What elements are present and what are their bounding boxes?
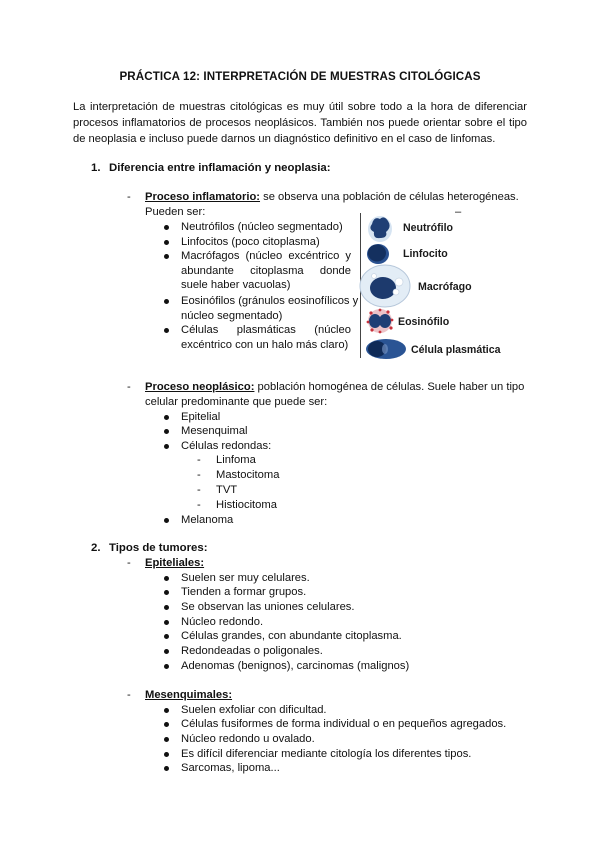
neoplasico-block: - Proceso neoplásico: población homogénea de células. Suele haber un tipo celular predominante que puede ser: (127, 380, 527, 410)
round-cell-item: - Linfoma (197, 454, 256, 466)
epiteliales-term: Epiteliales: (145, 557, 205, 569)
macrophage-label: Macrófago (418, 281, 472, 293)
neutrophil-label: Neutrófilo (403, 222, 454, 234)
list-item: Macrófagos (núcleo excéntrico y abundante citoplasma donde suele haber vacuolas) (162, 249, 351, 293)
mesenquimales-block: - Mesenquimales: (127, 689, 233, 701)
inflamatorio-line2: Pueden ser: (145, 206, 206, 218)
list-item: Núcleo redondo u ovalado. (162, 732, 315, 747)
round-cell-item: - Histiocitoma (197, 499, 277, 511)
neoplasico-line2: celular predominante que puede ser: (145, 396, 328, 408)
section-1-number: 1. (91, 162, 101, 174)
list-item: Se observan las uniones celulares. (162, 600, 355, 615)
lymphocyte-label: Linfocito (403, 248, 448, 260)
list-item: Melanoma (162, 513, 233, 528)
list-item: Células plasmáticas (núcleo excéntrico con un halo más claro) (162, 323, 351, 352)
list-item: Linfocitos (poco citoplasma) (162, 235, 371, 250)
intro-paragraph: La interpretación de muestras citológicas es muy útil sobre todo a la hora de diferenciar procesos inflamatorios de procesos neoplásicos. También nos puede orientar sobre el tipo de neoplasia e incluso puede darnos un diagnóstico definitivo en el caso de linfomas. (73, 101, 527, 145)
section-2-number: 2. (91, 542, 101, 554)
section-1-title: Diferencia entre inflamación y neoplasia: (109, 162, 331, 174)
section-2-title: Tipos de tumores: (109, 542, 208, 554)
list-item: Adenomas (benignos), carcinomas (malignos) (162, 659, 409, 674)
list-item: Suelen ser muy celulares. (162, 571, 310, 586)
list-item: Células grandes, con abundante citoplasma. (162, 629, 402, 644)
inflamatorio-line1: se observa una población de células heterogéneas. (260, 191, 519, 203)
eosinophil-label: Eosinófilo (398, 316, 450, 328)
list-item: Núcleo redondo. (162, 615, 263, 630)
eosinophil-cell-icon (364, 306, 398, 336)
plasma-cell-icon (364, 337, 410, 361)
list-item: Eosinófilos (gránulos eosinofílicos y núcleo segmentado) (162, 294, 371, 323)
neoplasico-line1: población homogénea de células. Suele haber un tipo (254, 381, 525, 393)
list-item: Redondeadas o poligonales. (162, 644, 323, 659)
list-item: Es difícil diferenciar mediante citología los diferentes tipos. (162, 747, 471, 762)
list-item: Mesenquimal (162, 424, 248, 439)
epiteliales-block: - Epiteliales: (127, 557, 205, 569)
inflamatorio-block: - Proceso inflamatorio: se observa una población de células heterogéneas. Pueden ser: – (127, 191, 519, 218)
page-title: PRÁCTICA 12: INTERPRETACIÓN DE MUESTRAS CITOLÓGICAS (119, 70, 481, 83)
list-item: Neutrófilos (núcleo segmentado) (162, 220, 371, 235)
mesenquimales-term: Mesenquimales: (145, 689, 233, 701)
list-item: Células fusiformes de forma individual o en pequeños agregados. (162, 717, 506, 732)
section-1-heading (91, 162, 331, 174)
section-2-heading (91, 542, 208, 554)
neoplasico-term: Proceso neoplásico: (145, 381, 255, 393)
round-cell-item: - TVT (197, 484, 238, 496)
inflamatorio-term: Proceso inflamatorio: (145, 191, 261, 203)
list-item: Tienden a formar grupos. (162, 585, 306, 600)
list-item: Epitelial (162, 410, 220, 425)
list-item: Células redondas: (162, 439, 271, 454)
list-item: Suelen exfoliar con dificultad. (162, 703, 327, 718)
plasma-cell-label: Célula plasmática (411, 344, 501, 356)
list-item: Sarcomas, lipoma... (162, 761, 280, 776)
macrophage-cell-icon (358, 262, 414, 308)
inflamatorio-trail: – (455, 206, 462, 218)
round-cell-item: - Mastocitoma (197, 469, 280, 481)
